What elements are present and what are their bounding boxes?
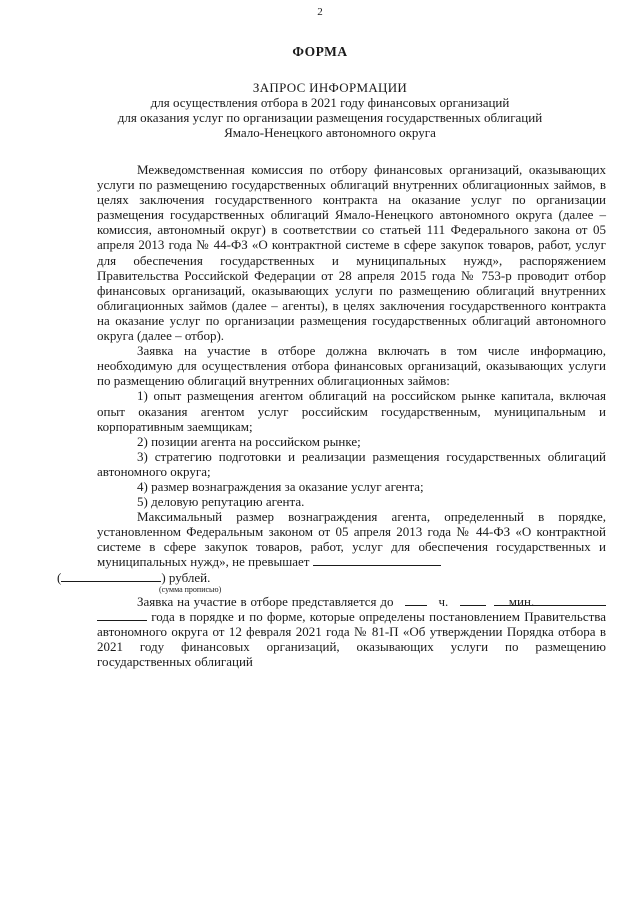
fee-text: Максимальный размер вознаграждения агента, определенный в порядке, установленном Федеральным законом от 05 апреля 2013 года № 44-ФЗ «О контрактной системе в сфере закупок товаров, работ, услуг для обеспечения государственных и муниципальных нужд», не превышает <box>97 509 606 570</box>
submission-paragraph <box>97 594 606 669</box>
page-number: 2 <box>317 6 323 18</box>
submission-year-text: года в порядке и по форме, которые определены постановлением Правительства автономного округа от 12 февраля 2021 года № 81-П «Об утверждении Порядка отбора в 2021 году финансовых организаций, оказывающих услуги по размещению государственных облигаций <box>97 608 607 669</box>
form-label: ФОРМА <box>292 44 348 59</box>
title-line-3: для оказания услуг по организации размещения государственных облигаций <box>117 110 543 125</box>
submission-start: Заявка на участие в отборе представляется до <box>137 593 394 609</box>
intro-paragraph: Межведомственная комиссия по отбору финансовых организаций, оказывающих услуги по размещению государственных облигаций внутренних облигационных займов, в целях заключения государственного контракта на оказание услуг по организации размещения государственных облигаций Ямало-Ненецкого автономного округа (далее – комиссия, автономный округ) в соответствии со статьей 111 Федерального закона от 05 апреля 2013 года № 44-ФЗ «О контрактной системе в сфере закупок товаров, работ, услуг для обеспечения государственных и муниципальных нужд», распоряжением Правительства Российской Федерации от 28 апреля 2015 года № 753-р проводит отбор финансовых организаций, оказывающих услуги по размещению облигаций внутренних облигационных займов (далее – агенты), в целях заключения государственного контракта на оказание услуг по организации размещения государственных облигаций автономного округа (далее – отбор). <box>97 162 606 344</box>
fee-amount-blank <box>313 554 441 566</box>
list-item-2: 2) позиции агента на российском рынке; <box>137 433 361 449</box>
fee-caption: (сумма прописью) <box>159 584 222 594</box>
hours-blank <box>405 594 427 606</box>
document-body <box>57 162 607 669</box>
minutes-blank <box>460 594 486 606</box>
list-item-3: 3) стратегию подготовки и реализации размещения государственных облигаций автономного округа; <box>97 448 606 479</box>
list-item-5: 5) деловую репутацию агента. <box>137 494 305 510</box>
fee-words-blank <box>61 570 161 582</box>
title-line-1: ЗАПРОС ИНФОРМАЦИИ <box>252 80 408 95</box>
fee-paragraph <box>57 509 606 585</box>
document-title <box>60 80 600 140</box>
minutes-label: мин. <box>508 593 535 609</box>
fee-close: ) рублей. <box>161 569 211 585</box>
fee-open-paren: ( <box>57 569 62 585</box>
application-intro-paragraph: Заявка на участие в отборе должна включать в том числе информацию, необходимую для осуществления отбора финансовых организаций, оказывающих услуги по размещению облигаций внутренних облигационных займов: <box>97 343 606 389</box>
date-blank <box>494 594 606 606</box>
list-item-4: 4) размер вознаграждения за оказание услуг агента; <box>137 478 424 494</box>
month-blank <box>97 609 147 621</box>
title-line-2: для осуществления отбора в 2021 году финансовых организаций <box>150 95 510 110</box>
list-item-1: 1) опыт размещения агентом облигаций на российском рынке капитала, включая опыт оказания агентом услуг российским государственным, муниципальным и корпоративным заемщикам; <box>97 388 606 434</box>
title-line-4: Ямало-Ненецкого автономного округа <box>224 125 436 140</box>
hours-label: ч. <box>438 593 449 609</box>
